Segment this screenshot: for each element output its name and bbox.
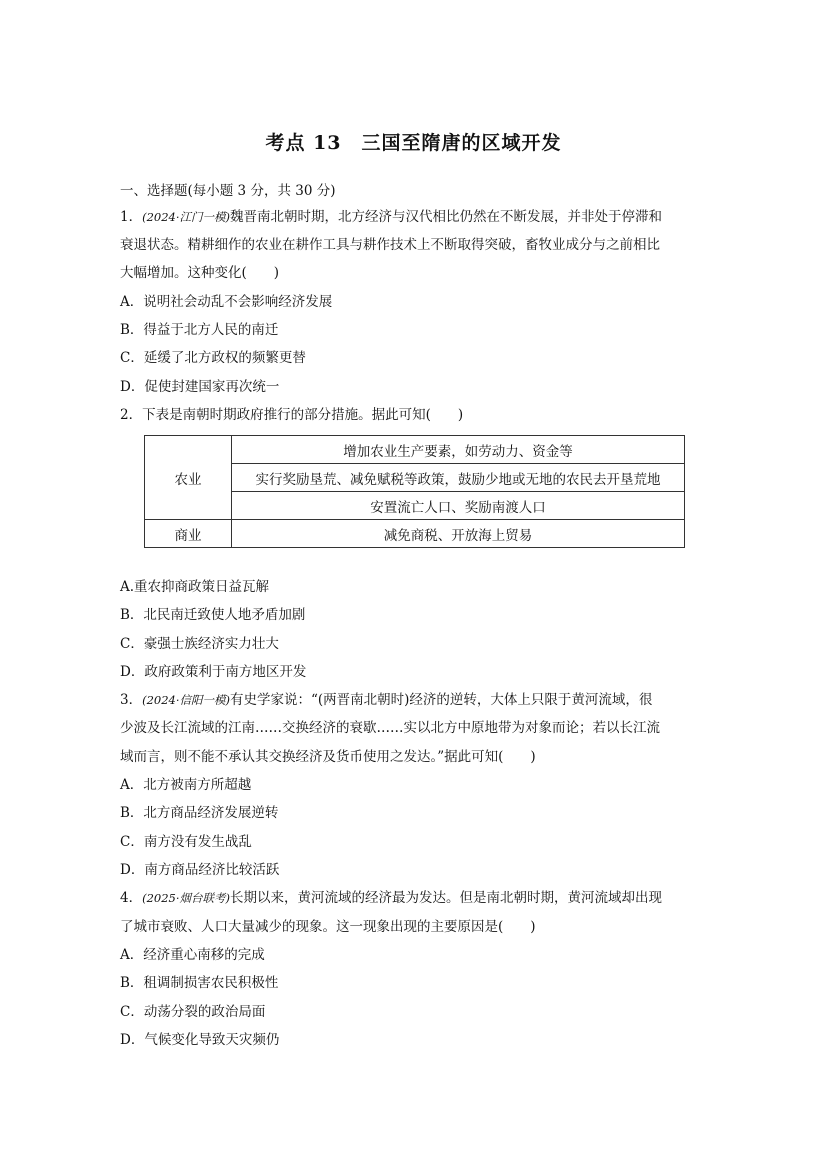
q3-option-b: B．北方商品经济发展逆转	[120, 805, 279, 821]
q2-option-c: C．豪强士族经济实力壮大	[120, 636, 279, 652]
q1-line-2: 衰退状态。精耕细作的农业在耕作工具与耕作技术上不断取得突破，畜牧业成分与之前相比	[120, 237, 660, 253]
q3-line-1	[120, 690, 720, 710]
table-cell: 增加农业生产要素，如劳动力、资金等	[232, 436, 685, 464]
q2-stem: 2．下表是南朝时期政府推行的部分措施。据此可知( )	[120, 407, 464, 423]
q4-line-1	[120, 888, 720, 908]
q2-option-d: D．政府政策利于南方地区开发	[120, 664, 307, 680]
q4-line-2: 了城市衰败、人口大量减少的现象。这一现象出现的主要原因是( )	[120, 919, 536, 935]
q1-option-d: D．促使封建国家再次统一	[120, 379, 280, 395]
q3-line-3: 域而言，则不能不承认其交换经济及货币使用之发达。”据此可知( )	[120, 749, 536, 765]
table-cell: 安置流亡人口、奖励南渡人口	[232, 492, 685, 520]
section-heading: 一、选择题(每小题 3 分，共 30 分)	[120, 183, 336, 199]
comm-label: 商业	[145, 520, 232, 548]
q2-option-a: A.重农抑商政策日益瓦解	[120, 579, 270, 595]
table-cell: 实行奖励垦荒、减免赋税等政策，鼓励少地或无地的农民去开垦荒地	[232, 464, 685, 492]
measures-table	[144, 435, 685, 548]
q1-source: (2024·江门一模)	[142, 210, 230, 224]
q4-source: (2025·烟台联考)	[142, 891, 230, 905]
q4-option-b: B．租调制损害农民积极性	[120, 975, 279, 991]
q3-text-1: 有史学家说：“(两晋南北朝时)经济的逆转，大体上只限于黄河流域，很	[230, 692, 653, 708]
table-cell: 减免商税、开放海上贸易	[232, 520, 685, 548]
q1-option-c: C．延缓了北方政权的频繁更替	[120, 350, 306, 366]
q1-option-b: B．得益于北方人民的南迁	[120, 322, 279, 338]
q1-line-1	[120, 207, 720, 227]
q4-number: 4．	[120, 890, 143, 906]
q4-option-c: C．动荡分裂的政治局面	[120, 1004, 266, 1020]
q3-line-2: 少波及长江流域的江南……交换经济的衰歇……实以北方中原地带为对象而论；若以长江流	[120, 720, 660, 736]
table-row	[145, 520, 685, 548]
q3-source: (2024·信阳一模)	[142, 693, 230, 707]
q3-option-c: C．南方没有发生战乱	[120, 834, 252, 850]
q1-number: 1．	[120, 209, 143, 225]
q1-text-1: 魏晋南北朝时期，北方经济与汉代相比仍然在不断发展，并非处于停滞和	[230, 209, 662, 225]
q3-number: 3．	[120, 692, 143, 708]
q4-option-a: A．经济重心南移的完成	[120, 947, 265, 963]
agri-label: 农业	[145, 436, 232, 520]
q3-option-a: A．北方被南方所超越	[120, 777, 252, 793]
q4-text-1: 长期以来，黄河流域的经济最为发达。但是南北朝时期，黄河流域却出现	[230, 890, 662, 906]
q1-line-3: 大幅增加。这种变化( )	[120, 265, 280, 281]
page-title: 考点 13 三国至隋唐的区域开发	[265, 132, 562, 154]
q3-option-d: D．南方商品经济比较活跃	[120, 862, 280, 878]
q1-option-a: A．说明社会动乱不会影响经济发展	[120, 294, 333, 310]
q2-option-b: B．北民南迁致使人地矛盾加剧	[120, 607, 306, 623]
table-row	[145, 436, 685, 464]
q4-option-d: D．气候变化导致天灾频仍	[120, 1032, 280, 1048]
